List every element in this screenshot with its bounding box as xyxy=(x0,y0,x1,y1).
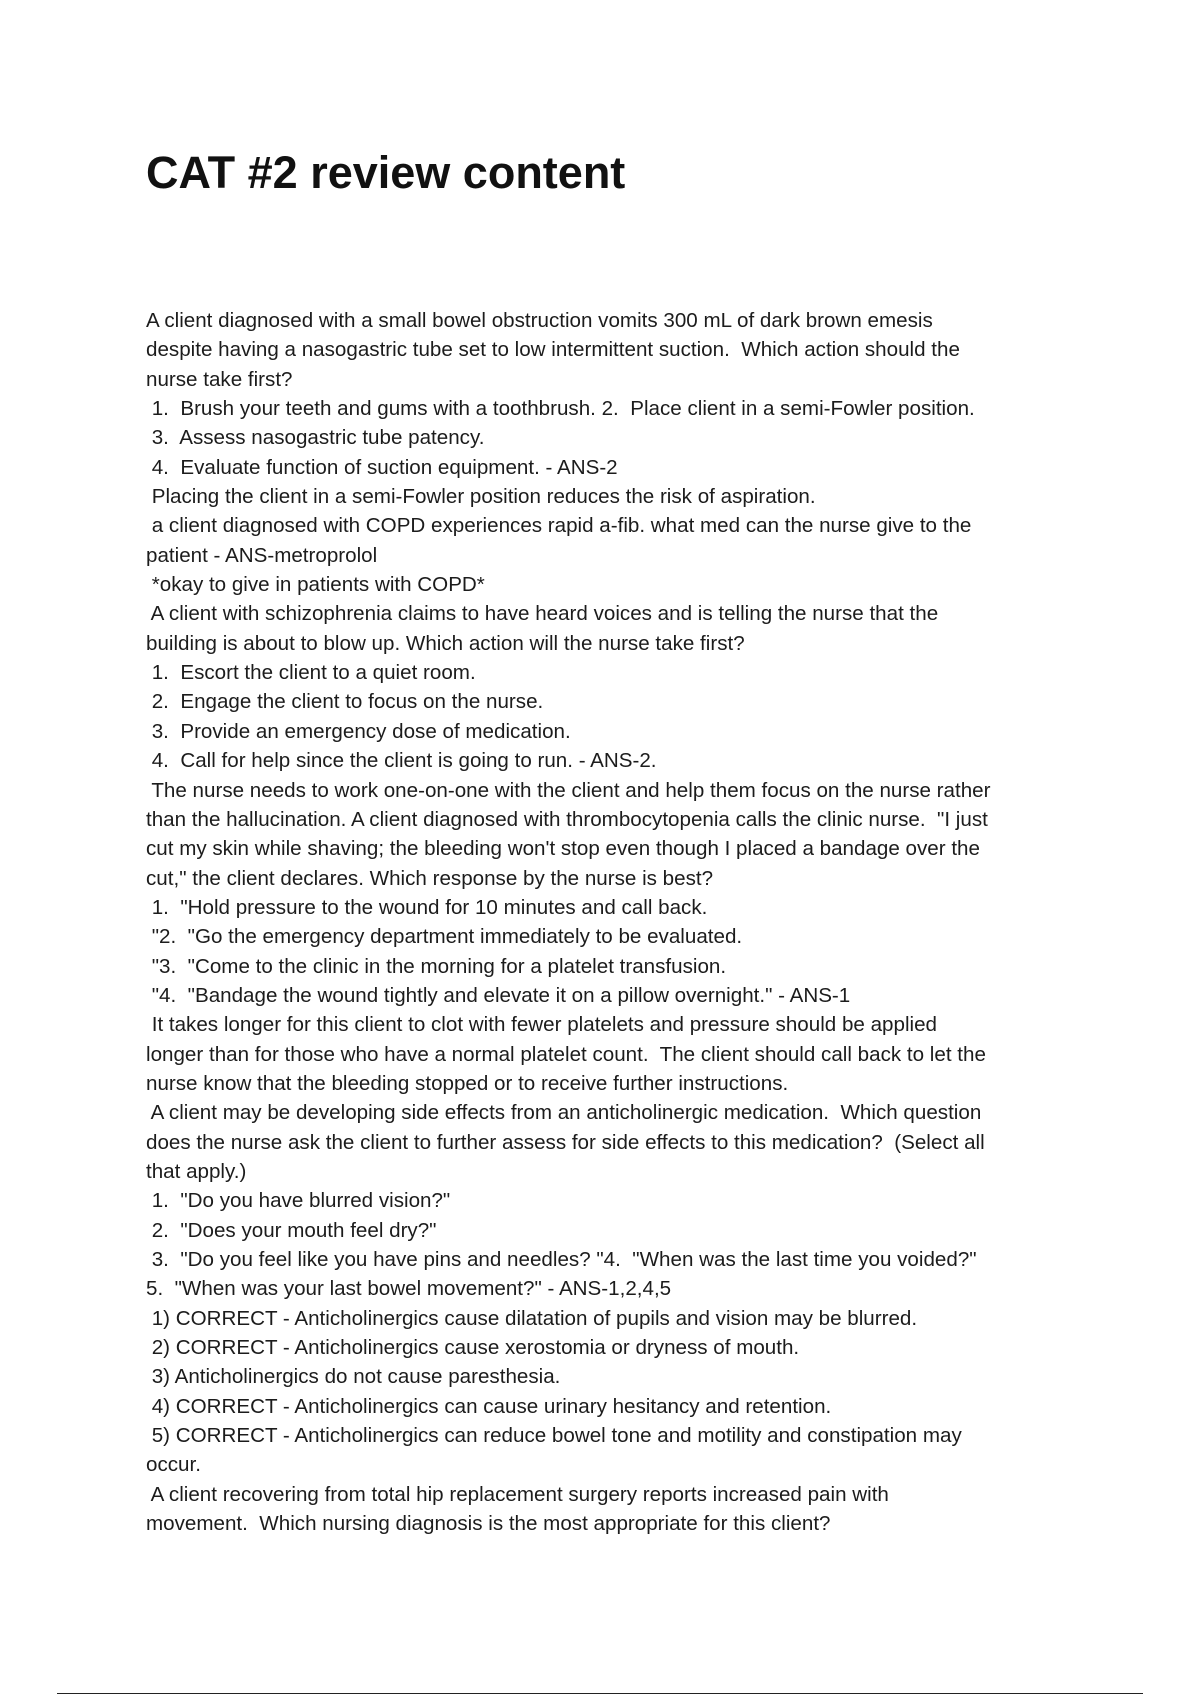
text-line: longer than for those who have a normal platelet count. The client should call back to let the xyxy=(146,1042,986,1066)
text-line: 2. "Does your mouth feel dry?" xyxy=(146,1218,437,1242)
text-line: does the nurse ask the client to further assess for side effects to this medication? (Select all xyxy=(146,1130,985,1154)
text-line: 4) CORRECT - Anticholinergics can cause urinary hesitancy and retention. xyxy=(146,1394,832,1418)
text-line: 4. Evaluate function of suction equipment. - ANS-2 xyxy=(146,455,618,479)
text-line: A client with schizophrenia claims to have heard voices and is telling the nurse that the xyxy=(146,602,939,626)
text-line: 3. "Do you feel like you have pins and needles? "4. "When was the last time you voided?" xyxy=(146,1248,977,1271)
text-line: 5) CORRECT - Anticholinergics can reduce bowel tone and motility and constipation may xyxy=(146,1424,962,1448)
text-line: 3. Provide an emergency dose of medication. xyxy=(146,719,571,743)
footer-divider xyxy=(57,1693,1143,1694)
text-line: *okay to give in patients with COPD* xyxy=(146,573,485,597)
text-line: nurse take first? xyxy=(146,367,293,391)
text-line: cut my skin while shaving; the bleeding won't stop even though I placed a bandage over the xyxy=(146,837,980,861)
text-line: 5. "When was your last bowel movement?" - ANS-1,2,4,5 xyxy=(146,1277,672,1301)
text-line: "2. "Go the emergency department immediately to be evaluated. xyxy=(146,925,743,949)
text-line: 4. Call for help since the client is going to run. - ANS-2. xyxy=(146,749,657,773)
text-line: 2. Engage the client to focus on the nurse. xyxy=(146,690,544,714)
text-line: Placing the client in a semi-Fowler position reduces the risk of aspiration. xyxy=(146,485,816,509)
text-line: "4. "Bandage the wound tightly and elevate it on a pillow overnight." - ANS-1 xyxy=(146,983,851,1007)
text-line: 2) CORRECT - Anticholinergics cause xerostomia or dryness of mouth. xyxy=(146,1336,800,1360)
text-line: a client diagnosed with COPD experiences rapid a-fib. what med can the nurse give to the xyxy=(146,514,972,538)
text-line: nurse know that the bleeding stopped or to receive further instructions. xyxy=(146,1071,789,1095)
text-line: occur. xyxy=(146,1453,201,1477)
text-line: cut," the client declares. Which response by the nurse is best? xyxy=(146,866,714,890)
text-line: than the hallucination. A client diagnosed with thrombocytopenia calls the clinic nurse. "I just xyxy=(146,807,988,831)
text-line: A client recovering from total hip replacement surgery reports increased pain with xyxy=(146,1482,889,1506)
text-line: that apply.) xyxy=(146,1159,247,1183)
text-line: A client may be developing side effects from an anticholinergic medication. Which question xyxy=(146,1101,982,1125)
text-line: The nurse needs to work one-on-one with the client and help them focus on the nurse rather xyxy=(146,778,991,802)
text-line: It takes longer for this client to clot with fewer platelets and pressure should be applied xyxy=(146,1013,938,1037)
text-line: "3. "Come to the clinic in the morning for a platelet transfusion. xyxy=(146,954,727,978)
text-line: 1. "Hold pressure to the wound for 10 minutes and call back. xyxy=(146,895,708,919)
document-title: CAT #2 review content xyxy=(146,147,626,198)
text-line: 1. "Do you have blurred vision?" xyxy=(146,1189,451,1213)
text-line: 3) Anticholinergics do not cause paresthesia. xyxy=(146,1365,561,1389)
text-line: 1) CORRECT - Anticholinergics cause dilatation of pupils and vision may be blurred. xyxy=(146,1306,918,1330)
text-line: 1. Brush your teeth and gums with a toothbrush. 2. Place client in a semi-Fowler position. xyxy=(146,397,975,421)
text-line: building is about to blow up. Which action will the nurse take first? xyxy=(146,631,745,655)
text-line: 1. Escort the client to a quiet room. xyxy=(146,661,476,685)
text-line: movement. Which nursing diagnosis is the most appropriate for this client? xyxy=(146,1512,831,1536)
text-line: 3. Assess nasogastric tube patency. xyxy=(146,426,485,450)
text-line: A client diagnosed with a small bowel obstruction vomits 300 mL of dark brown emesis xyxy=(146,309,933,332)
text-line: despite having a nasogastric tube set to low intermittent suction. Which action should the xyxy=(146,338,960,362)
document-body xyxy=(146,306,1076,1538)
text-line: patient - ANS-metroprolol xyxy=(146,543,378,567)
